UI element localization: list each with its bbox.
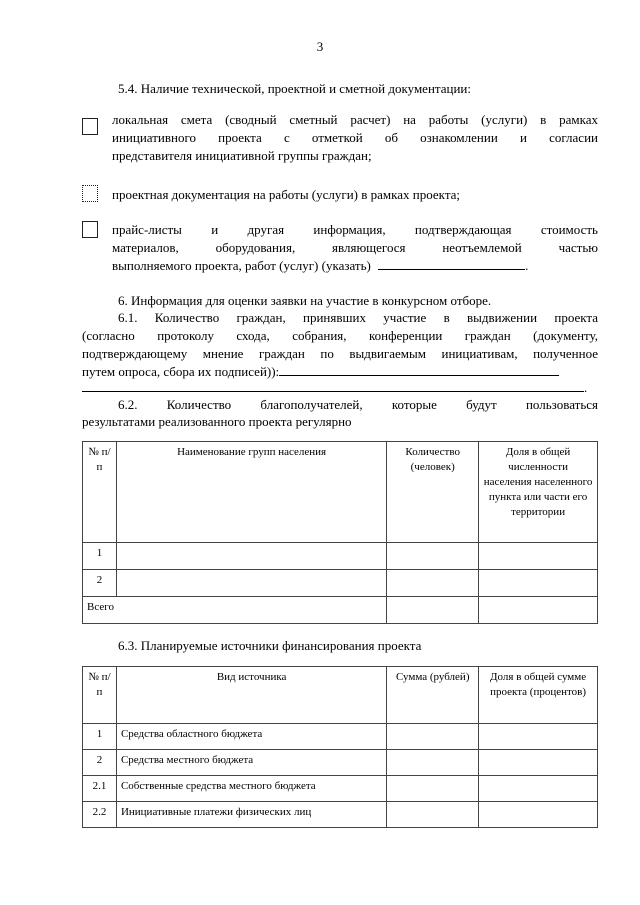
total-share-cell[interactable]: [479, 597, 598, 624]
column-header: Доля в общей численности населения населенного пункта или части его территории: [479, 442, 598, 543]
paragraph-line: путем опроса, сбора их подписей)):: [82, 364, 280, 379]
row-number: 2.1: [83, 776, 117, 802]
column-header: Доля в общей сумме проекта (процентов): [479, 667, 598, 724]
row-number: 1: [83, 724, 117, 750]
table-header-row: [83, 667, 598, 724]
share-cell[interactable]: [479, 543, 598, 570]
table-row: [83, 776, 598, 802]
total-label: Всего: [83, 597, 387, 624]
checkbox-local-estimate[interactable]: [82, 118, 98, 135]
citizens-count-blank[interactable]: [279, 363, 559, 376]
end-mark: .: [525, 258, 529, 273]
source-name: Средства областного бюджета: [116, 724, 386, 750]
paragraph-line: 6.2. Количество благополучателей, которые будут пользоваться: [118, 397, 598, 412]
amount-cell[interactable]: [387, 724, 479, 750]
section-5-4-heading: 5.4. Наличие технической, проектной и сметной документации:: [118, 81, 472, 96]
section-6-heading: 6. Информация для оценки заявки на участие в конкурсном отборе.: [118, 293, 492, 308]
column-header: Вид источника: [116, 667, 386, 724]
total-count-cell[interactable]: [387, 597, 479, 624]
column-header: № п/п: [83, 667, 117, 724]
share-cell[interactable]: [479, 802, 598, 828]
beneficiaries-table: [82, 441, 598, 624]
count-cell[interactable]: [387, 543, 479, 570]
option-project-documentation: проектная документация на работы (услуги) в рамках проекта;: [112, 187, 461, 202]
option-line: представителя инициативной группы граждан;: [112, 148, 372, 163]
share-cell[interactable]: [479, 750, 598, 776]
citizens-count-blank-2[interactable]: [82, 379, 584, 392]
paragraph-line: 6.1. Количество граждан, принявших участие в выдвижении проекта: [118, 310, 598, 325]
table-header-row: [83, 442, 598, 543]
section-6-3-heading: 6.3. Планируемые источники финансирования проекта: [118, 638, 422, 653]
table-total-row: [83, 597, 598, 624]
amount-cell[interactable]: [387, 776, 479, 802]
option-line: локальная смета (сводный сметный расчет) на работы (услуги) в рамках: [112, 112, 598, 127]
option-line: материалов, оборудования, являющегося неотъемлемой частью: [112, 240, 598, 255]
checkbox-price-lists[interactable]: [82, 221, 98, 238]
share-cell[interactable]: [479, 570, 598, 597]
group-name-cell[interactable]: [116, 570, 386, 597]
paragraph-line: подтверждающему мнение граждан по выдвигаемым инициативам, полученное: [82, 346, 598, 361]
column-header: Количество (человек): [387, 442, 479, 543]
paragraph-line: (согласно протоколу схода, собрания, конференции граждан (документу,: [82, 328, 598, 343]
paragraph-line: результатами реализованного проекта регулярно: [82, 414, 352, 429]
column-header: Сумма (рублей): [387, 667, 479, 724]
amount-cell[interactable]: [387, 750, 479, 776]
table-row: [83, 543, 598, 570]
source-name: Средства местного бюджета: [116, 750, 386, 776]
paragraph-line-with-blank: [82, 379, 598, 396]
group-name-cell[interactable]: [116, 543, 386, 570]
amount-cell[interactable]: [387, 802, 479, 828]
option-line: прайс-листы и другая информация, подтверждающая стоимость: [112, 222, 598, 237]
row-number: 2: [83, 570, 117, 597]
row-number: 2: [83, 750, 117, 776]
option-line-with-blank: [112, 257, 598, 274]
checkbox-project-documentation[interactable]: [82, 185, 98, 202]
table-row: [83, 724, 598, 750]
option-line: выполняемого проекта, работ (услуг) (указать): [112, 258, 371, 273]
count-cell[interactable]: [387, 570, 479, 597]
column-header: № п/п: [83, 442, 117, 543]
source-name: Собственные средства местного бюджета: [116, 776, 386, 802]
table-row: [83, 750, 598, 776]
source-name: Инициативные платежи физических лиц: [116, 802, 386, 828]
table-row: [83, 570, 598, 597]
table-row: [83, 802, 598, 828]
row-number: 1: [83, 543, 117, 570]
option-line: инициативного проекта с отметкой об ознакомлении и согласии: [112, 130, 598, 145]
financing-sources-table: [82, 666, 598, 828]
page-number: 3: [316, 39, 324, 54]
share-cell[interactable]: [479, 776, 598, 802]
end-mark: .: [584, 380, 588, 395]
share-cell[interactable]: [479, 724, 598, 750]
column-header: Наименование групп населения: [116, 442, 386, 543]
row-number: 2.2: [83, 802, 117, 828]
specify-blank-line[interactable]: [378, 257, 525, 270]
paragraph-line-with-blank: [82, 363, 598, 380]
